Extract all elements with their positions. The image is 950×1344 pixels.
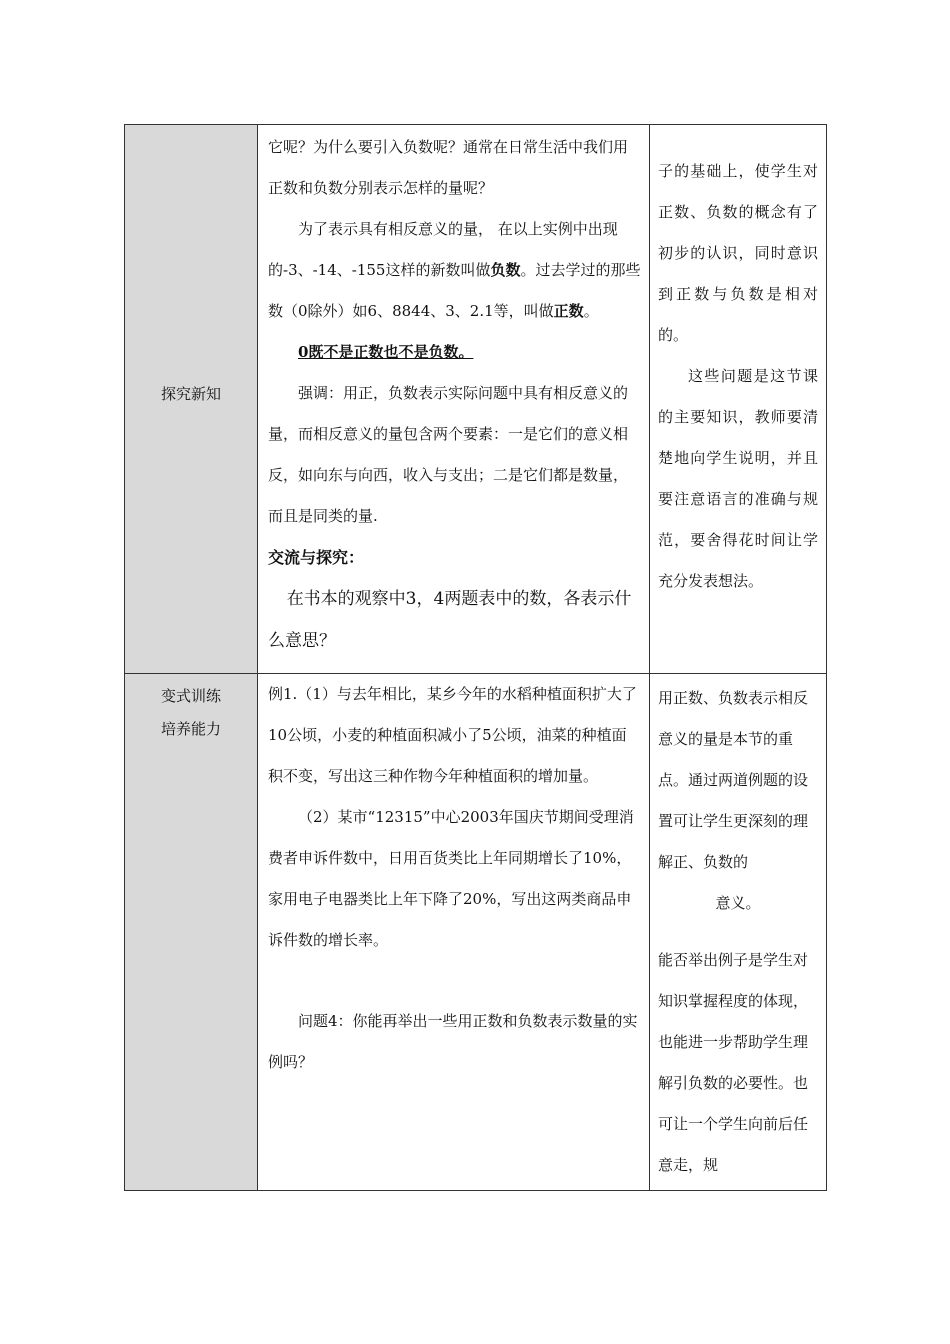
note-paragraph: 子的基础上，使学生对正数、负数的概念有了初步的认识，同时意识到正数与负数是相对的。 bbox=[658, 162, 818, 344]
note-paragraph: 用正数、负数表示相反意义的量是本节的重点。通过两道例题的设置可让学生更深刻的理解正、负数的 bbox=[658, 689, 809, 871]
note-cell bbox=[650, 674, 827, 1191]
content-cell bbox=[258, 674, 650, 1191]
content-cell bbox=[258, 125, 650, 674]
section-label: 探究新知 bbox=[160, 385, 221, 403]
exchange-heading: 交流与探究： bbox=[268, 548, 365, 567]
question-4: 问题4：你能再举出一些用正数和负数表示数量的实例吗？ bbox=[268, 1012, 638, 1071]
section-label-cell bbox=[125, 674, 258, 1191]
note-cell bbox=[650, 125, 827, 674]
lesson-plan-table bbox=[124, 124, 827, 1191]
section-label-cell bbox=[125, 125, 258, 674]
paragraph-definition: 为了表示具有相反意义的量， 在以上实例中出现的-3、-14、-155这样的新数叫做负数。过去学过的那些数（0除外）如6、8844、3、2.1等，叫做正数。 bbox=[268, 220, 641, 320]
exchange-text: 在书本的观察中3，4两题表中的数，各表示什么意思？ bbox=[268, 589, 632, 651]
example-2: （2）某市“12315”中心2003年国庆节期间受理消费者申诉件数中，日用百货类比上年同期增长了10%，家用电子电器类比上年下降了20%，写出这两类商品申诉件数的增长率。 bbox=[268, 808, 634, 949]
section-label-line: 变式训练 bbox=[160, 687, 221, 705]
note-paragraph: 这些问题是这节课的主要知识，教师要清楚地向学生说明，并且要注意语言的准确与规范，要舍得花时间让学充分发表想法。 bbox=[658, 367, 818, 590]
example-1: 例1.（1）与去年相比，某乡今年的水稻种植面积扩大了10公顷，小麦的种植面积减小了5公顷，油菜的种植面积不变，写出这三种作物今年种植面积的增加量。 bbox=[268, 685, 637, 785]
note-paragraph: 能否举出例子是学生对知识掌握程度的体现，也能进一步帮助学生理解引负数的必要性。也可让一个学生向前后任意走，规 bbox=[658, 951, 809, 1174]
section-label-line: 培养能力 bbox=[160, 720, 221, 738]
table-row bbox=[125, 125, 827, 674]
emphasis-paragraph: 强调：用正，负数表示实际问题中具有相反意义的量，而相反意义的量包含两个要素：一是它们的意义相反，如向东与向西，收入与支出；二是它们都是数量，而且是同类的量. bbox=[268, 384, 629, 525]
table-row bbox=[125, 674, 827, 1191]
term-positive: 正数 bbox=[553, 302, 584, 320]
note-paragraph-end: 意义。 bbox=[715, 894, 761, 912]
key-statement: 0既不是正数也不是负数。 bbox=[298, 343, 474, 361]
paragraph: 它呢？为什么要引入负数呢？通常在日常生活中我们用正数和负数分别表示怎样的量呢？ bbox=[268, 138, 629, 197]
term-negative: 负数 bbox=[490, 261, 521, 279]
